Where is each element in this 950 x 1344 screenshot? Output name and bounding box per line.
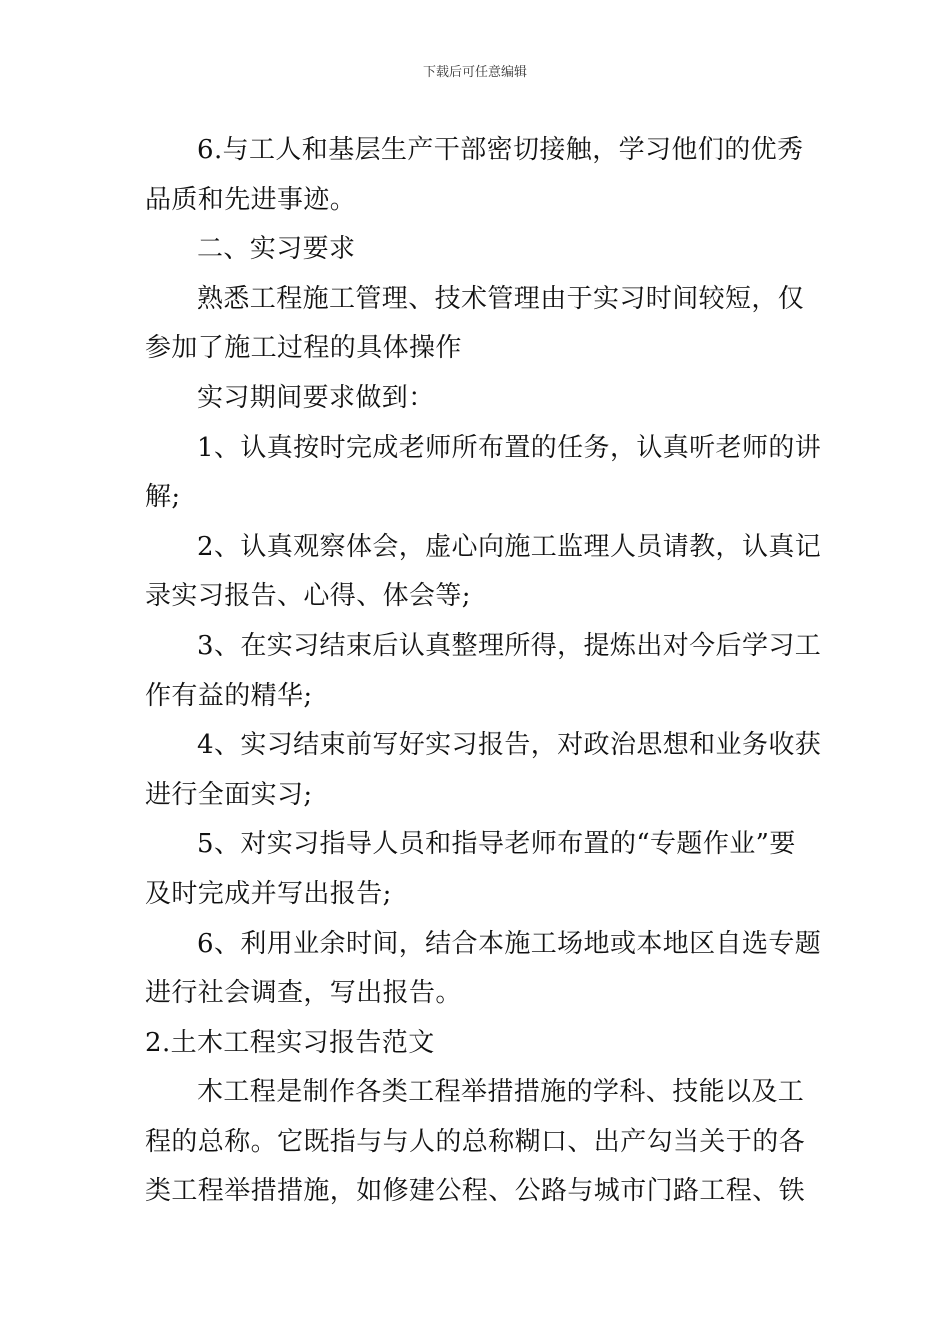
text-line: 5、对实习指导人员和指导老师布置的“专题作业”要 [197,829,796,860]
text-line: 2、认真观察体会，虚心向施工监理人员请教，认真记 [197,531,822,562]
text-line: 1、认真按时完成老师所布置的任务，认真听老师的讲 [197,432,822,463]
page-header-note: 下载后可任意编辑 [422,65,527,80]
text-line: 参加了施工过程的具体操作 [145,333,462,364]
text-line: 木工程是制作各类工程举措措施的学科、技能以及工 [197,1077,805,1108]
text-line: 熟悉工程施工管理、技术管理由于实习时间较短，仅 [197,283,805,314]
text-line: 6.与工人和基层生产干部密切接触，学习他们的优秀 [197,135,804,165]
text-line: 进行全面实习; [145,779,313,810]
text-line: 品质和先进事迹。 [145,184,357,215]
text-line: 作有益的精华; [145,680,313,711]
text-line: 录实习报告、心得、体会等; [145,581,471,612]
text-line: 6、利用业余时间，结合本施工场地或本地区自选专题 [197,928,822,959]
text-line: 二、实习要求 [197,234,356,265]
section-heading: 2.土木工程实习报告范文 [145,1027,435,1058]
text-line: 3、在实习结束后认真整理所得，提炼出对今后学习工 [197,630,822,661]
text-line: 4、实习结束前写好实习报告，对政治思想和业务收获 [197,730,822,761]
text-line: 类工程举措措施，如修建公程、公路与城市门路工程、铁 [145,1176,806,1207]
text-line: 进行社会调查，写出报告。 [145,978,462,1009]
document-body [145,126,822,1217]
text-line: 程的总称。它既指与与人的总称糊口、出产勾当关于的各 [145,1126,806,1157]
text-line: 实习期间要求做到： [197,382,435,413]
text-line: 及时完成并写出报告; [145,878,392,909]
text-line: 解; [145,482,181,513]
